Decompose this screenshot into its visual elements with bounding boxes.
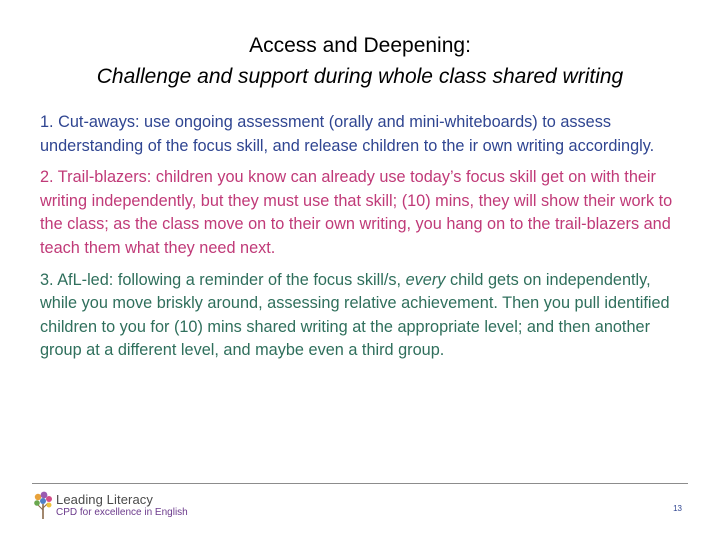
title-line-1: Access and Deepening: xyxy=(249,34,471,57)
title-line-2: Challenge and support during whole class shared writing xyxy=(96,65,624,88)
item3-text-start: 3. AfL-led: following a reminder of the focus skill/s, xyxy=(40,270,406,289)
strategy-cut-aways: 1. Cut-aways: use ongoing assessment (orally and mini-whiteboards) to assess understanding of the focus skill, and release children to the ir own writing accordingly. xyxy=(40,113,655,155)
leading-literacy-logo xyxy=(32,490,212,522)
logo-name: Leading Literacy xyxy=(56,492,153,507)
item3-text-end: child gets on independently, while you move briskly around, assessing relative achievement. Then you pull identified children to you for (10) mins shared writing at the appropriate level; and then another group at a different level, and maybe even a third group. xyxy=(40,270,670,360)
strategy-trail-blazers: 2. Trail-blazers: children you know can already use today’s focus skill get on with their writing independently, but they must use that skill; (10) mins, they will show their work to the class; as the class move on to their own writing, you hang on to the trail-blazers and teach them what they need next. xyxy=(40,168,673,257)
item3-emphasis: every xyxy=(405,270,446,289)
page-number: 13 xyxy=(673,504,682,513)
tree-icon xyxy=(32,490,54,520)
footer-divider xyxy=(32,483,688,484)
strategy-afl-led xyxy=(40,269,680,363)
strategy-list xyxy=(40,111,680,371)
logo-tagline: CPD for excellence in English xyxy=(56,507,188,518)
slide-title xyxy=(0,30,720,92)
